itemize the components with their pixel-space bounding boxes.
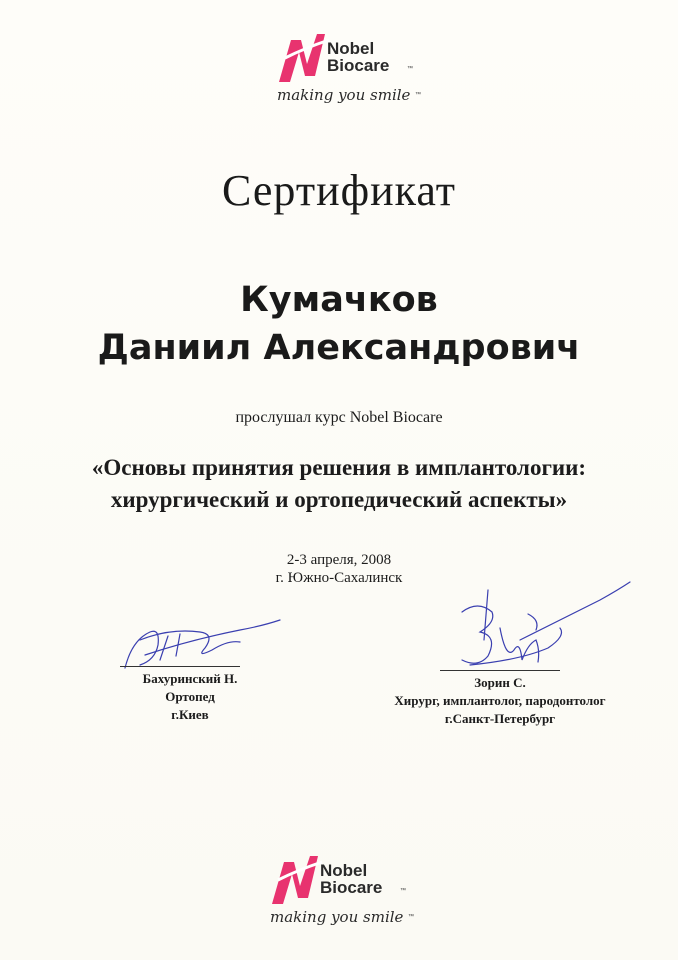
certificate-title: Сертификат bbox=[222, 166, 456, 215]
signer-right-name: Зорин С. bbox=[474, 675, 526, 690]
course-date: 2-3 апреля, 2008 bbox=[286, 552, 392, 568]
signer-right-city: г.Санкт-Петербург bbox=[444, 711, 556, 726]
signer-left-name: Бахуринский Н. bbox=[142, 671, 238, 686]
signature-left bbox=[125, 620, 280, 668]
signature-line-left bbox=[120, 666, 240, 667]
course-intro-text: прослушал курс Nobel Biocare bbox=[235, 409, 443, 426]
recipient-surname: Кумачков bbox=[240, 280, 438, 320]
logo-brand-line2: Biocare bbox=[327, 56, 390, 75]
logo-tagline-trademark: ™ bbox=[415, 92, 421, 98]
nobel-biocare-emblem-icon bbox=[268, 852, 328, 908]
logo-tagline: making you smile bbox=[270, 908, 404, 926]
logo-brand-line1: Nobel bbox=[320, 861, 368, 880]
logo-trademark: ™ bbox=[407, 66, 413, 72]
logo-brand-line2: Biocare bbox=[320, 878, 383, 897]
logo-tagline-trademark: ™ bbox=[408, 914, 414, 920]
recipient-given-names: Даниил Александрович bbox=[97, 328, 581, 368]
logo-trademark: ™ bbox=[400, 888, 406, 894]
logo-brand-line1: Nobel bbox=[327, 39, 375, 58]
logo-tagline: making you smile bbox=[277, 86, 411, 104]
signer-right-role: Хирург, имплантолог, пародонтолог bbox=[394, 693, 606, 708]
signer-left bbox=[90, 670, 290, 724]
signer-left-role: Ортопед bbox=[165, 689, 215, 704]
course-title-line1: «Основы принятия решения в имплантологии: bbox=[91, 455, 587, 480]
signer-left-city: г.Киев bbox=[171, 707, 209, 722]
nobel-biocare-logo-bottom bbox=[268, 852, 428, 942]
course-title-line2: хирургический и ортопедический аспекты» bbox=[110, 487, 568, 512]
signer-right bbox=[360, 674, 640, 728]
course-city: г. Южно-Сахалинск bbox=[275, 570, 403, 586]
signature-right bbox=[462, 582, 630, 665]
signature-line-right bbox=[440, 670, 560, 671]
